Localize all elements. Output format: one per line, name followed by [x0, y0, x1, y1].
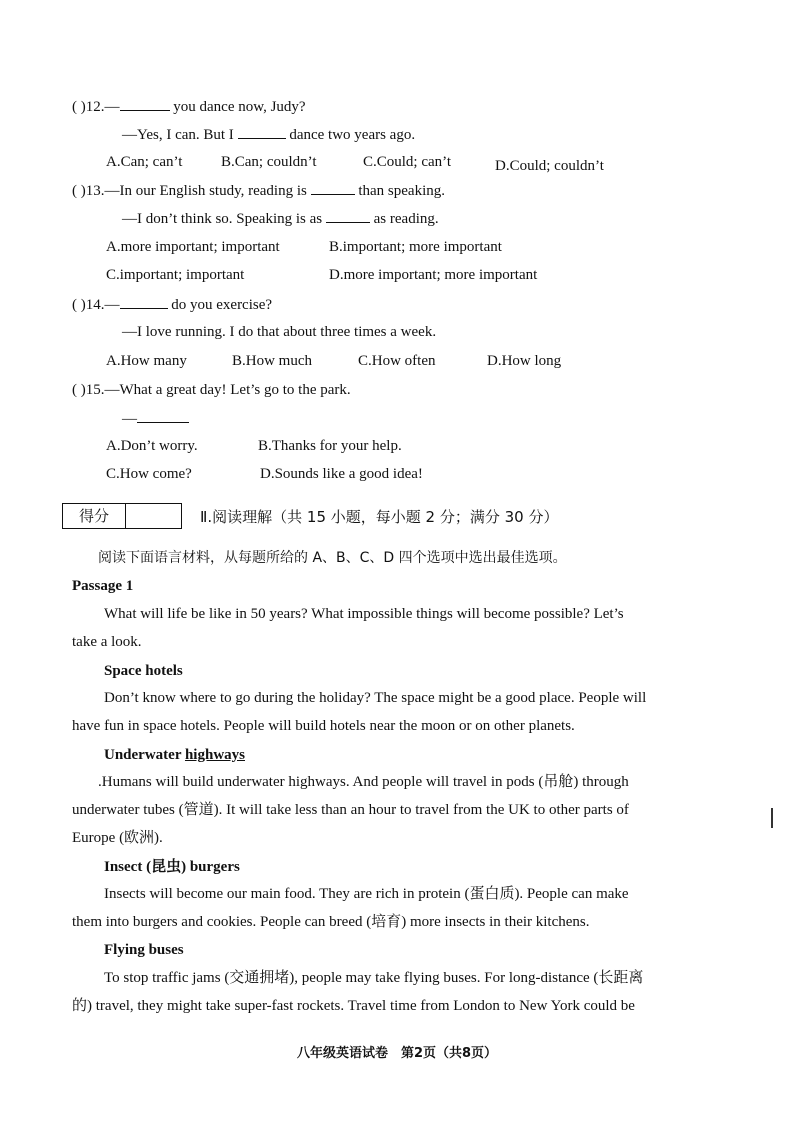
subheading-underwater-highways: Underwater highways [104, 747, 245, 763]
score-box [62, 503, 182, 529]
answer-blank [311, 180, 355, 195]
question-number: ( )14. [72, 297, 105, 313]
option-a: A.How many [106, 353, 187, 369]
option-c: C.Could; can’t [363, 154, 452, 170]
option-a: A.Don’t worry. [106, 438, 198, 454]
option-b: B.important; more important [329, 239, 502, 255]
paragraph-line: Europe (欧洲). [72, 830, 163, 846]
question-15-reply: — [122, 408, 189, 429]
question-13-stem: ( )13.—In our English study, reading is than speaking. [72, 180, 445, 201]
subheading-insect-burgers: Insect (昆虫) burgers [104, 859, 240, 875]
answer-blank [120, 96, 170, 111]
answer-blank [137, 408, 189, 423]
subheading-space-hotels: Space hotels [104, 663, 183, 679]
answer-blank [120, 294, 168, 309]
question-13-reply: —I don’t think so. Speaking is as as reading. [122, 208, 439, 229]
option-a: A.more important; important [106, 239, 280, 255]
question-number: ( )13. [72, 183, 105, 199]
paragraph-line: underwater tubes (管道). It will take less than an hour to travel from the UK to other parts of [72, 802, 629, 818]
option-b: B.Can; couldn’t [221, 154, 317, 170]
option-c: C.How come? [106, 466, 192, 482]
paragraph-line: Don’t know where to go during the holiday? The space might be a good place. People will [104, 690, 647, 706]
question-12-stem: ( )12.— you dance now, Judy? [72, 96, 306, 117]
option-d: D.Sounds like a good idea! [260, 466, 423, 482]
paragraph-line: 的) travel, they might take super-fast rockets. Travel time from London to New York could be [72, 998, 635, 1014]
option-c: C.How often [358, 353, 436, 369]
margin-mark [771, 808, 773, 828]
option-b: B.Thanks for your help. [258, 438, 402, 454]
paragraph-line: have fun in space hotels. People will build hotels near the moon or on other planets. [72, 718, 575, 734]
option-d: D.more important; more important [329, 267, 538, 283]
section-title: Ⅱ.阅读理解（共 15 小题，每小题 2 分；满分 30 分） [200, 508, 559, 526]
option-a: A.Can; can’t [106, 154, 183, 170]
subheading-flying-buses: Flying buses [104, 942, 184, 958]
paragraph-line: To stop traffic jams (交通拥堵), people may take flying buses. For long-distance (长距离 [104, 970, 644, 986]
question-14-stem: ( )14.— do you exercise? [72, 294, 272, 315]
option-d: D.Could; couldn’t [495, 158, 604, 174]
passage-title: Passage 1 [72, 578, 134, 594]
question-number: ( )12. [72, 99, 105, 115]
question-number: ( )15. [72, 382, 105, 398]
question-14-reply: —I love running. I do that about three times a week. [122, 324, 437, 340]
score-label: 得分 [63, 504, 126, 528]
question-12-reply: —Yes, I can. But I dance two years ago. [122, 124, 415, 145]
section-instruction: 阅读下面语言材料，从每题所给的 A、B、C、D 四个选项中选出最佳选项。 [98, 550, 567, 566]
option-b: B.How much [232, 353, 312, 369]
paragraph-line: them into burgers and cookies. People can breed (培育) more insects in their kitchens. [72, 914, 590, 930]
paragraph-line: .Humans will build underwater highways. And people will travel in pods (吊舱) through [98, 774, 629, 790]
paragraph-line: take a look. [72, 634, 142, 650]
paragraph-line: What will life be like in 50 years? What impossible things will become possible? Let’s [104, 606, 624, 622]
question-15-stem: ( )15.—What a great day! Let’s go to the park. [72, 382, 351, 398]
paragraph-line: Insects will become our main food. They are rich in protein (蛋白质). People can make [104, 886, 629, 902]
page-footer: 八年级英语试卷 第2页（共8页） [296, 1046, 498, 1061]
option-c: C.important; important [106, 267, 245, 283]
option-d: D.How long [487, 353, 562, 369]
answer-blank [238, 124, 286, 139]
answer-blank [326, 208, 370, 223]
